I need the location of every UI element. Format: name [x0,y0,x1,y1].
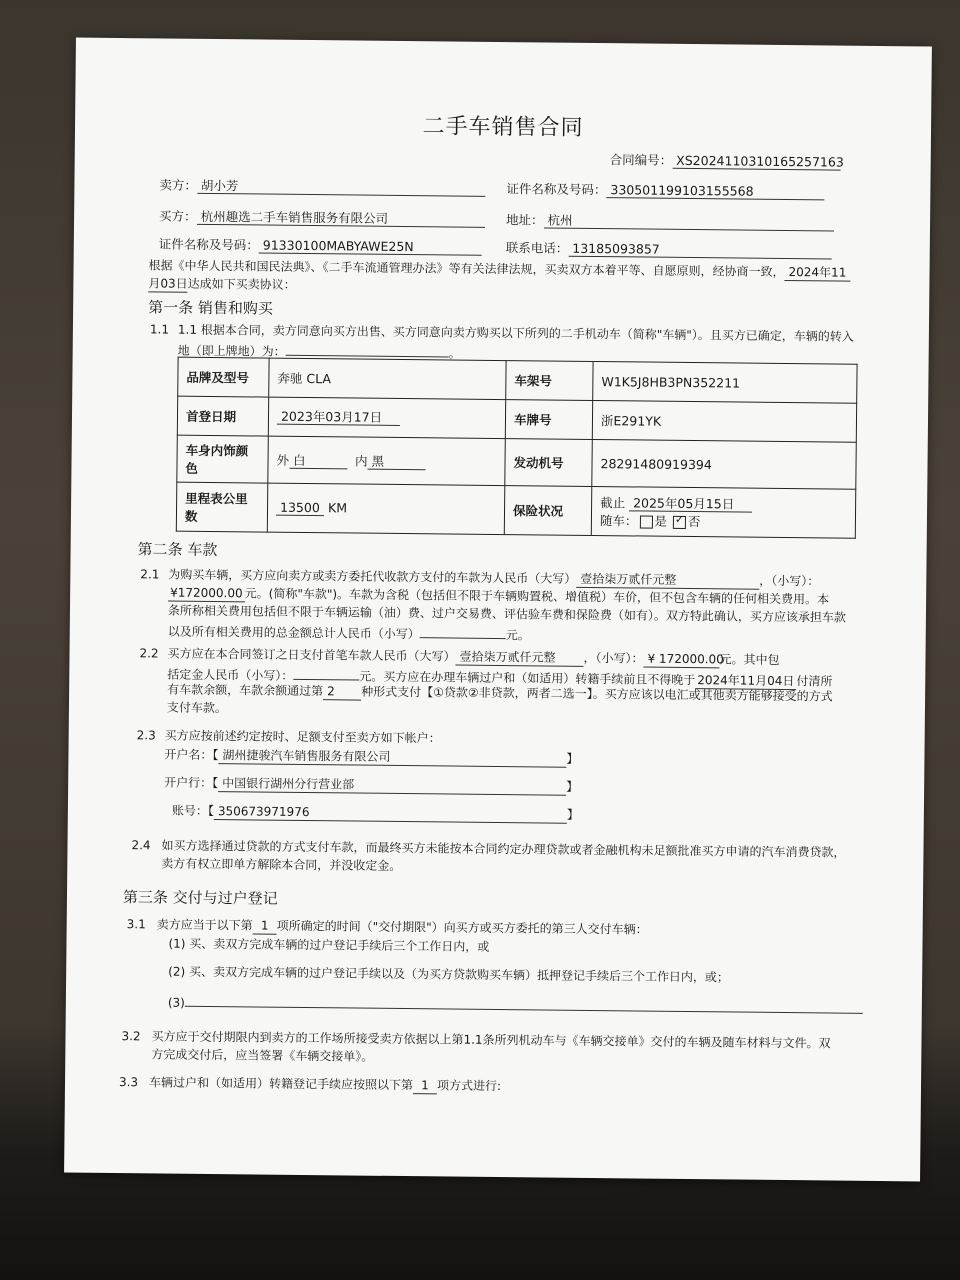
seller-id-row [506,179,824,200]
page-title: 二手车销售合同 [422,114,584,141]
reg-date-cell [268,397,505,438]
p31-option: 1 [253,918,277,934]
contract-paper [64,38,932,1182]
p22-line-1: 买方应在本合同签订之日支付首笔车款人民币（大写） 壹拾柒万贰仟元整 ，（小写）： ¥ 172000.00元。其中包 [167,646,780,667]
p32-line-1: 买方应于交付期限内到卖方的工作场所接受卖方依据以上第1.1条所列机动车与《车辆交接单》交付的车辆及随车材料与文件。双 [151,1029,831,1051]
plate-label: 车牌号 [505,400,592,440]
engine-label: 发动机号 [505,439,592,487]
p31-option-2: (2) 买、卖双方完成车辆的过户登记手续以及（为买方贷款购买车辆）抵押登记手续后三个工作日内，或； [168,964,730,985]
exterior-label: 外 [276,452,290,468]
odometer-unit: KM [327,500,348,516]
buyer-id-row [159,234,482,255]
buyer-address-value: 杭州 [544,212,834,231]
buyer-row [159,206,485,227]
p31-line-1: 卖方应当于以下第 1 项所确定的时间（"交付期限"）向买方或买方委托的第三人交付车辆： [156,917,648,937]
account-name-row: 开户名：【 湖州捷骏汽车销售服务有限公司 】 [164,747,579,766]
no-label: 否 [687,513,701,530]
insurance-label: 保险状况 [504,486,592,536]
p21-line-3: 条所称相关费用包括但不限于车辆运输（油）费、过户交易费、评估验车费和保险费（如有）。双方特此确认，买方应该承担车款 [167,603,847,625]
insurance-cell [591,486,855,538]
p23-line-1: 买方应按前述约定按时、足额支付至卖方如下帐户： [164,728,441,746]
color-cell [268,436,505,485]
contract-number-value: XS2024110310165257163 [672,153,840,171]
p31-option-3: (3) [168,991,863,1020]
interior-label: 内 [354,453,368,469]
p22-amount: ¥ 172000.00 [643,652,719,669]
p33-option: 1 [413,1078,437,1094]
art1-text-2: 地（即上牌地）为： 。 [178,339,461,364]
intro-line-1: 根据《中华人民共和国民法典》、《二手车流通管理办法》等有关法律法规，买卖双方本着平等、自愿原则，经协商一致， 2024年11 [148,256,850,282]
yes-label: 是 [654,513,668,529]
buyer-phone-row [506,238,832,259]
p24-num: 2.4 [131,838,151,853]
plate-value: 浙E291YK [592,400,856,442]
p22-line-3: 有车款余额，车款余额通过第 2 种形式支付【①贷款②非贷款，两者二选一】。买方应该以电汇或其他卖方能够接受的方式 [167,682,833,704]
brand-value: 奔驰 CLA [269,358,506,399]
buyer-id-value: 91330100MABYAWE25N [259,237,482,255]
article-2-heading: 第二条 车款 [137,540,218,560]
p21-line-4: 以及所有相关费用的总金额总计人民币（小写） 元。 [168,620,530,646]
bank-name: 中国银行湖州分行营业部 [218,776,566,796]
buyer-name: 杭州趣选二手车销售服务有限公司 [197,209,485,228]
brand-label: 品牌及型号 [178,357,269,397]
p32-line-2: 方完成交付后，应当签署《车辆交接单》。 [151,1047,374,1064]
odometer-value: 13500 [276,500,324,517]
p24-line-1: 如买方选择通过贷款的方式支付车款，而最终买方未能按本合同约定办理贷款或者金融机构未足额批准买方申请的汽车消费贷款， [161,838,846,860]
vin-label: 车架号 [506,361,593,401]
p21-amount: ¥172000.00 [168,586,245,603]
bank-row: 开户行：【 中国银行湖州分行营业部 】 [164,775,579,794]
p31-option-1: (1) 买、卖双方完成车辆的过户登记手续后三个工作日内，或 [168,936,490,954]
buyer-phone-label: 联系电话： [505,240,569,256]
odometer-cell [267,483,505,534]
p21-amount-cn: 壹拾柒万贰仟元整 [576,572,759,590]
p23-num: 2.3 [136,728,156,743]
vehicle-table [176,357,858,539]
p33-line-1: 车辆过户和（如适用）转籍登记手续应按照以下第 1 项方式进行: [148,1075,502,1094]
yes-checkbox[interactable] [639,515,652,528]
color-label: 车身内饰颜 色 [177,435,268,483]
p32-num: 3.2 [121,1029,141,1044]
p21-total-blank [420,622,506,639]
p21-num: 2.1 [140,567,160,582]
intro-line-2: 月03日达成如下买卖协议： [148,276,296,292]
contract-number [609,150,844,170]
buyer-label: 买方： [159,208,197,224]
destination-blank [286,340,449,358]
p24-line-2: 卖方有权立即单方解除本合同，并没收定金。 [161,856,402,874]
buyer-address-label: 地址： [506,212,544,228]
account-number-row: 账号：【 350673971976 】 [171,803,579,822]
seller-id-label: 证件名称及号码： [506,181,607,198]
article-3-heading: 第三条 交付与过户登记 [122,888,278,908]
insurance-until-value: 2025年05月15日 [629,495,752,512]
account-name: 湖州捷骏汽车销售服务有限公司 [218,748,566,768]
p21-line-1: 为购买车辆，买方应向卖方或卖方委托代收款方支付的车款为人民币（大写） 壹拾柒万贰仟元整 ，（小写）： [168,567,820,589]
account-number: 350673971976 [214,804,567,824]
p22-amount-cn: 壹拾柒万贰仟元整 [455,650,583,667]
p22-line-2: 括定金人民币（小写）： 元。买方应在办理车辆过户和（如适用）转籍手续前且不得晚于 2024年11月04日 付清所 [167,663,832,692]
p21-line-2: ¥172000.00 元。(简称"车款")。车款为含税（包括但不限于车辆购置税、增值税）车价，但不包含车辆的任何相关费用。本 [168,584,829,610]
p31-num: 3.1 [126,917,146,932]
reg-date-value: 2023年03月17日 [277,409,400,426]
art1-num: 1.1 [149,322,170,337]
seller-row [159,175,485,196]
no-checkbox[interactable] [673,516,686,529]
intro-date-a: 2024年11 [784,265,850,282]
art1-text-1: 1.1 根据本合同，卖方同意向买方出售、买方同意向卖方购买以下所列的二手机动车（简称"车辆"）。且买方已确定，车辆的转入 [177,322,854,344]
p33-num: 3.3 [118,1075,139,1090]
p22-line-4: 支付车款。 [166,700,228,716]
reg-date-label: 首登日期 [177,396,268,436]
buyer-id-label: 证件名称及号码： [158,236,259,253]
buyer-phone-value: 13185093857 [568,241,831,260]
contract-number-label: 合同编号： [609,152,673,168]
deposit-blank [293,664,359,681]
p22-deadline: 2024年11月04日 [695,673,796,690]
p31-option-3-blank [185,991,863,1014]
seller-id-value: 330501199103155568 [606,182,824,200]
with-car-label: 随车： [599,513,638,529]
p22-num: 2.2 [139,646,159,661]
buyer-address-row [506,210,834,231]
engine-value: 28291480919394 [592,439,856,489]
interior-color: 黑 [367,454,425,471]
p22-pay-way: 2 [323,684,361,700]
intro-date-b: 月03日 [148,276,188,291]
insurance-until-label: 截止 [600,495,626,511]
article-1-heading: 第一条 销售和购买 [148,298,274,318]
odometer-label: 里程表公里 数 [176,482,268,532]
seller-label: 卖方： [159,177,198,193]
exterior-color: 白 [289,453,347,470]
seller-name: 胡小芳 [197,178,485,197]
vin-value: W1K5J8HB3PN352211 [593,361,857,403]
